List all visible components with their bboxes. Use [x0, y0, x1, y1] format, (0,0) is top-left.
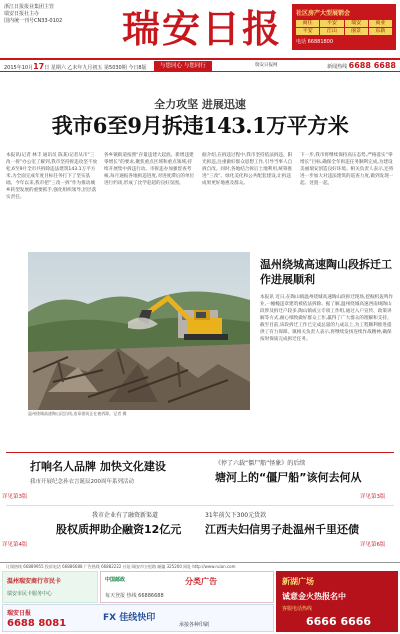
footer-info: 订阅热线 66889955 投诉电话 66886688 广告热线 66882222 社址:瑞安市万松路 邮编 325200 网址 http://www.ruian.com — [0, 562, 400, 570]
news-hotline — [327, 61, 396, 70]
page-ref: 详见第6版 — [360, 542, 386, 548]
teaser-kicker: 31年前欠下300元货款 — [205, 512, 267, 519]
ad-cell: 丽景 — [345, 28, 368, 35]
date-day: 17 — [33, 62, 45, 71]
header-line: 瑞安日报社主办 — [4, 11, 40, 17]
divider — [6, 505, 394, 506]
teaser-headline: 股权质押助企融资12亿元 — [56, 523, 182, 536]
page-ref: 详见第4版 — [2, 542, 28, 548]
logo-text: 瑞安日报 — [121, 6, 283, 51]
lead-body-col-1: 本报讯(记者 林丰 通讯员 陈某)记者从市“三改一拆”办公室了解到,我市坚持拆违攻坚不放松,6至9月全市共拆除违法建筑143.1万平方米,为全面完成年度目标任务打下了坚实基础。今年以来,我市把“三改一拆”作为推动城乡转型发展的重要抓手,强化组织领导,层层落实责任。 — [6, 153, 98, 200]
site-name[interactable]: 瑞安日报网 — [255, 63, 278, 68]
teaser-1[interactable] — [30, 458, 210, 485]
teaser-kicker: 我市企业有了融资新渠道 — [92, 512, 159, 519]
issue-date — [4, 62, 147, 71]
ad-print-shop[interactable] — [2, 604, 274, 632]
masthead-ad[interactable] — [292, 4, 396, 50]
ad-cell: 江山 — [320, 28, 343, 35]
page-ref: 详见第3版 — [360, 494, 386, 500]
header-line: 浙江日报报业集团主管 — [4, 4, 55, 10]
lead-body-col-2: 各乡镇街道按照“存量违建大起底、新增违建零增长”的要求,聚焦重点区域和重点领域,持续开展集中拆违行动。市拆违办加强督查考核,每月通报各地拆违进度,对进度滞后的单位进行约谈,形成了比学赶超的良好氛围。 — [104, 153, 195, 186]
photo-image — [28, 252, 250, 410]
date-bar — [0, 58, 400, 72]
hotline-number: 6688 6688 — [348, 61, 396, 70]
lead-headline[interactable]: 我市6至9月拆违143.1万平方米 — [51, 113, 349, 138]
header-line: 国内统一刊号CN33-0102 — [4, 18, 63, 24]
lead-kicker: 全力攻坚 进展迅速 — [154, 98, 246, 111]
demolition-photo — [28, 252, 250, 410]
ad4-line: 客服电话热线 — [282, 606, 313, 612]
ad4-phone: 6666 6666 — [306, 615, 372, 628]
ad4-slogan: 诚意金火热报名中 — [282, 592, 346, 601]
ad-phone: 电话 66881800 — [296, 39, 334, 45]
lead-body-col-4: 下一步,我市将继续保持高压态势,严格落实“零增长”目标,确保全年拆违任务顺利完成,为建设美丽瑞安创造良好环境。相关负责人表示,还将进一步加大对违法建筑的巡查力度,做到发现一起、处置一起。 — [300, 153, 394, 186]
ad2-title: 分类广告 — [185, 577, 217, 586]
photo-caption: 温州绕城高速陶山段沿线,违章建筑正在被拆除。记者 摄 — [28, 411, 127, 416]
date-prefix: 2015年10月 — [4, 65, 34, 71]
lead-body-col-3: 据介绍,在拆违过程中,我市坚持依法拆违、阳光拆违,注重做好群众思想工作,引导当事人自拆自改。同时,各地结合拆后土地利用,统筹推进“三改”、绿化美化和公共配套建设,让拆违成果更好地惠及群众。 — [202, 153, 293, 186]
ad-cell: 平安 — [320, 20, 343, 27]
ad3-brand: 瑞安日报 — [7, 610, 32, 617]
ad-cell: 东新 — [369, 28, 392, 35]
page-ref: 详见第3版 — [2, 494, 28, 500]
ad-cell: 商住 — [296, 20, 319, 27]
masthead — [0, 0, 400, 56]
hotline-label: 新闻热线 — [327, 64, 348, 70]
teaser-headline: 塘河上的“僵尸船”该何去何从 — [215, 471, 362, 484]
teaser-4[interactable] — [205, 510, 385, 537]
newspaper-logo — [118, 2, 286, 52]
slogan-banner: 与您同心 与您同行 — [154, 61, 212, 71]
divider — [6, 452, 394, 453]
ad-grid — [296, 20, 392, 35]
side-body: 本报讯 近日,在陶山镇温州绕城高速陶山段拆迁现场,挖掘机轰鸣作业,一幢幢违章建筑被依法拆除。据了解,温州绕城高速西南线陶山段涉及拆迁户较多,陶山镇成立专项工作组,通过入户宣传、政策讲解等方式,耐心细致做好群众工作,赢得了广大群众的理解和支持。截至目前,该段拆迁工作已完成总量的九成以上,为工程顺利推进提供了有力保障。镇相关负责人表示,将继续发扬连续作战精神,确保按时保质完成拆迁任务。 — [260, 295, 394, 342]
ad2-line: 每天登报 热线 66886688 — [105, 593, 164, 599]
ad-new-lake-plaza[interactable] — [276, 571, 398, 632]
ad3-express: FX 佳线快印 — [103, 613, 156, 623]
ad2-brand: 中国邮政 — [105, 577, 126, 583]
teaser-kicker: 《停了六载“僵尸船”怪象》的后续 — [215, 460, 306, 467]
ad1-title: 温州瑞安商行市民卡 — [7, 578, 62, 585]
ad1-line: 瑞安市民卡服务中心 — [7, 591, 53, 597]
teaser-headline: 打响名人品牌 加快文化建设 — [30, 460, 166, 473]
ad-cell: 商业 — [369, 20, 392, 27]
side-headline[interactable]: 温州绕城高速陶山段拆迁工作进展顺利 — [260, 258, 392, 286]
masthead-info — [4, 4, 114, 25]
teaser-sub: 我市开展纪念孙衣言诞辰200周年系列活动 — [30, 479, 134, 485]
ad4-title: 新湖广场 — [282, 577, 314, 586]
teaser-headline: 江西夫妇信男子赴温州千里还债 — [205, 523, 359, 536]
date-suffix: 日 星期六 乙未年九月初五 — [44, 65, 103, 71]
ad-cell: 平安 — [296, 28, 319, 35]
ad-citizen-card[interactable] — [2, 571, 98, 603]
ad3-phone: 6688 8081 — [7, 618, 67, 629]
ad-cell: 瑞安 — [345, 20, 368, 27]
ad-title: 社区房产大型展销会 — [296, 10, 351, 17]
teaser-2[interactable] — [215, 458, 395, 485]
issue-number: 第5030期 今日8版 — [104, 65, 147, 71]
ad-classified[interactable] — [100, 571, 274, 603]
ad3-line: 承接各种印刷 — [179, 622, 210, 628]
